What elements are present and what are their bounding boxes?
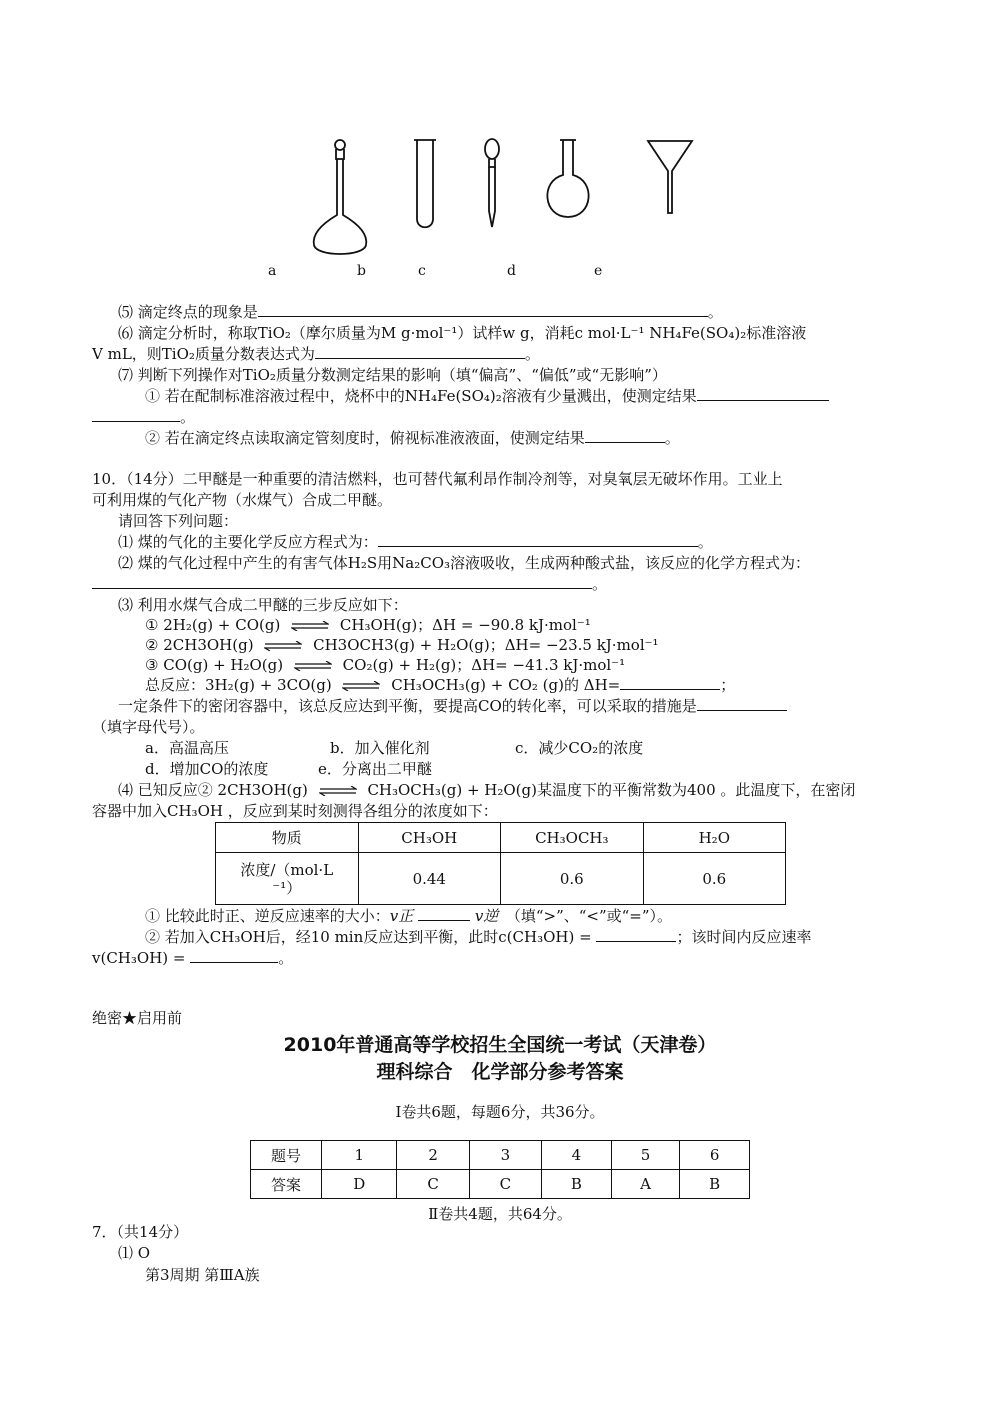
table-cell: 1 xyxy=(322,1141,397,1170)
equilibrium-arrow-icon xyxy=(291,621,329,631)
answer-blank[interactable] xyxy=(315,344,525,359)
funnel-icon xyxy=(648,141,692,213)
table-header: CH₃OH xyxy=(358,823,501,853)
answer-blank[interactable] xyxy=(418,906,470,921)
q9-part6-line2: V mL，则TiO₂质量分数表达式为 。 xyxy=(92,345,540,363)
total-reaction: 总反应：3H₂(g) + 3CO(g) CH₃OCH₃(g) + CO₂ (g)的 ΔH= ； xyxy=(145,676,736,694)
reaction-1: ① 2H₂(g) + CO(g) CH₃OH(g)；ΔH = −90.8 kJ·mol⁻¹ xyxy=(145,616,591,634)
q10-sub2-cont: v(CH₃OH) = 。 xyxy=(92,949,294,967)
table-cell: B xyxy=(680,1170,750,1199)
q9-part7: ⑺ 判断下列操作对TiO₂质量分数测定结果的影响（填“偏高”、“偏低”或“无影响”） xyxy=(118,366,667,384)
q10-part2-cont: 。 xyxy=(92,574,607,594)
dropper-icon xyxy=(485,139,499,227)
table-header: H₂O xyxy=(643,823,785,853)
q10-part3: ⑶ 利用水煤气合成二甲醚的三步反应如下： xyxy=(118,596,408,614)
answer-blank[interactable] xyxy=(92,574,592,589)
equilibrium-arrow-icon xyxy=(264,641,302,651)
answer-blank[interactable] xyxy=(258,302,708,317)
volumetric-flask-icon xyxy=(314,140,367,254)
option-e: e．分离出二甲醚 xyxy=(318,760,432,778)
q10-intro-line2: 可利用煤的气化产物（水煤气）合成二甲醚。 xyxy=(92,491,393,509)
table-cell: 0.44 xyxy=(358,853,501,905)
table-cell: 6 xyxy=(680,1141,750,1170)
reaction-2: ② 2CH3OH(g) CH3OCH3(g) + H₂O(g)；ΔH= −23.5 kJ·mol⁻¹ xyxy=(145,636,659,654)
option-a: a．高温高压 xyxy=(145,739,229,757)
answer-blank[interactable] xyxy=(697,696,787,711)
answer-q7-part1: ⑴ O xyxy=(118,1244,151,1262)
table-cell: C xyxy=(469,1170,541,1199)
table-cell: A xyxy=(611,1170,680,1199)
equilibrium-arrow-icon xyxy=(319,786,357,796)
answer-blank[interactable] xyxy=(190,948,278,963)
table-cell: D xyxy=(322,1170,397,1199)
q10-sub2: ② 若加入CH₃OH后，经10 min反应达到平衡，此时c(CH₃OH) = ；该时间内反应速率 xyxy=(145,928,812,946)
q10-condition-cont: （填字母代号）。 xyxy=(92,718,205,736)
q10-sub1: ① 比较此时正、逆反应速率的大小：v正 v逆 （填“>”、“<”或“=”）。 xyxy=(145,907,673,925)
apparatus-label-b: b xyxy=(357,263,366,279)
apparatus-drawing xyxy=(300,135,700,265)
answer-blank[interactable] xyxy=(585,428,665,443)
concentration-table xyxy=(215,822,786,905)
table-cell: 4 xyxy=(542,1141,612,1170)
answer-title: 2010年普通高等学校招生全国统一考试（天津卷） xyxy=(283,1034,717,1056)
test-tube-icon xyxy=(414,140,436,227)
answer-blank[interactable] xyxy=(92,407,180,422)
option-b: b．加入催化剂 xyxy=(330,739,430,757)
q9-part7-item2: ② 若在滴定终点读取滴定管刻度时，俯视标准液液面，使测定结果 。 xyxy=(145,429,680,447)
apparatus-label-c: c xyxy=(418,263,426,279)
option-d: d．增加CO的浓度 xyxy=(145,760,269,778)
table-row-label: 题号 xyxy=(251,1141,322,1170)
table-cell: 2 xyxy=(397,1141,469,1170)
q9-part7-item1: ① 若在配制标准溶液过程中，烧杯中的NH₄Fe(SO₄)₂溶液有少量溅出，使测定结果 xyxy=(145,386,829,406)
answer-blank[interactable] xyxy=(620,675,720,690)
part2-summary: Ⅱ卷共4题，共64分。 xyxy=(428,1205,572,1223)
option-c: c．减少CO₂的浓度 xyxy=(515,739,644,757)
table-cell: B xyxy=(542,1170,612,1199)
q10-part1: ⑴ 煤的气化的主要化学反应方程式为： 。 xyxy=(118,533,713,551)
round-bottom-flask-icon xyxy=(547,140,588,217)
answer-blank[interactable] xyxy=(378,532,698,547)
apparatus-label-d: d xyxy=(507,263,516,279)
answer-table xyxy=(250,1140,750,1199)
table-cell: 0.6 xyxy=(501,853,644,905)
reaction-3: ③ CO(g) + H₂O(g) CO₂(g) + H₂(g)；ΔH= −41.3 kJ·mol⁻¹ xyxy=(145,656,626,674)
q10-ask: 请回答下列问题： xyxy=(118,512,239,530)
answer-blank[interactable] xyxy=(596,927,676,942)
secret-label: 绝密★启用前 xyxy=(92,1009,183,1027)
q9-part7-item1-cont: 。 xyxy=(92,407,195,427)
table-header: CH₃OCH₃ xyxy=(501,823,644,853)
table-cell: C xyxy=(397,1170,469,1199)
table-cell: 5 xyxy=(611,1141,680,1170)
q10-condition: 一定条件下的密闭容器中，该总反应达到平衡，要提高CO的转化率，可以采取的措施是 xyxy=(118,696,787,716)
q10-part2: ⑵ 煤的气化过程中产生的有害气体H₂S用Na₂CO₃溶液吸收，生成两种酸式盐，该反应的化学方程式为： xyxy=(118,554,811,572)
part1-summary: Ⅰ卷共6题，每题6分，共36分。 xyxy=(395,1103,605,1121)
equilibrium-arrow-icon xyxy=(294,661,332,671)
table-header: 物质 xyxy=(216,823,359,853)
answer-q7: 7．（共14分） xyxy=(92,1223,189,1241)
table-row-label: 浓度/（mol·L ⁻¹） xyxy=(216,853,359,905)
answer-subtitle: 理科综合 化学部分参考答案 xyxy=(376,1061,624,1083)
q9-part6-line1: ⑹ 滴定分析时，称取TiO₂（摩尔质量为M g·mol⁻¹）试样w g，消耗c mol·L⁻¹ NH₄Fe(SO₄)₂标准溶液 xyxy=(118,324,807,342)
table-row-label: 答案 xyxy=(251,1170,322,1199)
q10-intro-line1: 10．（14分）二甲醚是一种重要的清洁燃料，也可替代氟利昂作制冷剂等，对臭氧层无破坏作用。工业上 xyxy=(92,470,783,488)
table-cell: 3 xyxy=(469,1141,541,1170)
table-cell: 0.6 xyxy=(643,853,785,905)
apparatus-label-a: a xyxy=(268,263,277,279)
apparatus-label-e: e xyxy=(594,263,603,279)
equilibrium-arrow-icon xyxy=(342,681,380,691)
q10-part4: ⑷ 已知反应② 2CH3OH(g) CH₃OCH₃(g) + H₂O(g)某温度下的平衡常数为400 。此温度下，在密闭 xyxy=(118,781,856,799)
answer-q7-part1-b: 第3周期 第ⅢA族 xyxy=(145,1266,260,1284)
answer-blank[interactable] xyxy=(697,386,829,401)
q10-part4-cont: 容器中加入CH₃OH ，反应到某时刻测得各组分的浓度如下： xyxy=(92,802,498,820)
q9-part5: ⑸ 滴定终点的现象是 。 xyxy=(118,303,723,321)
